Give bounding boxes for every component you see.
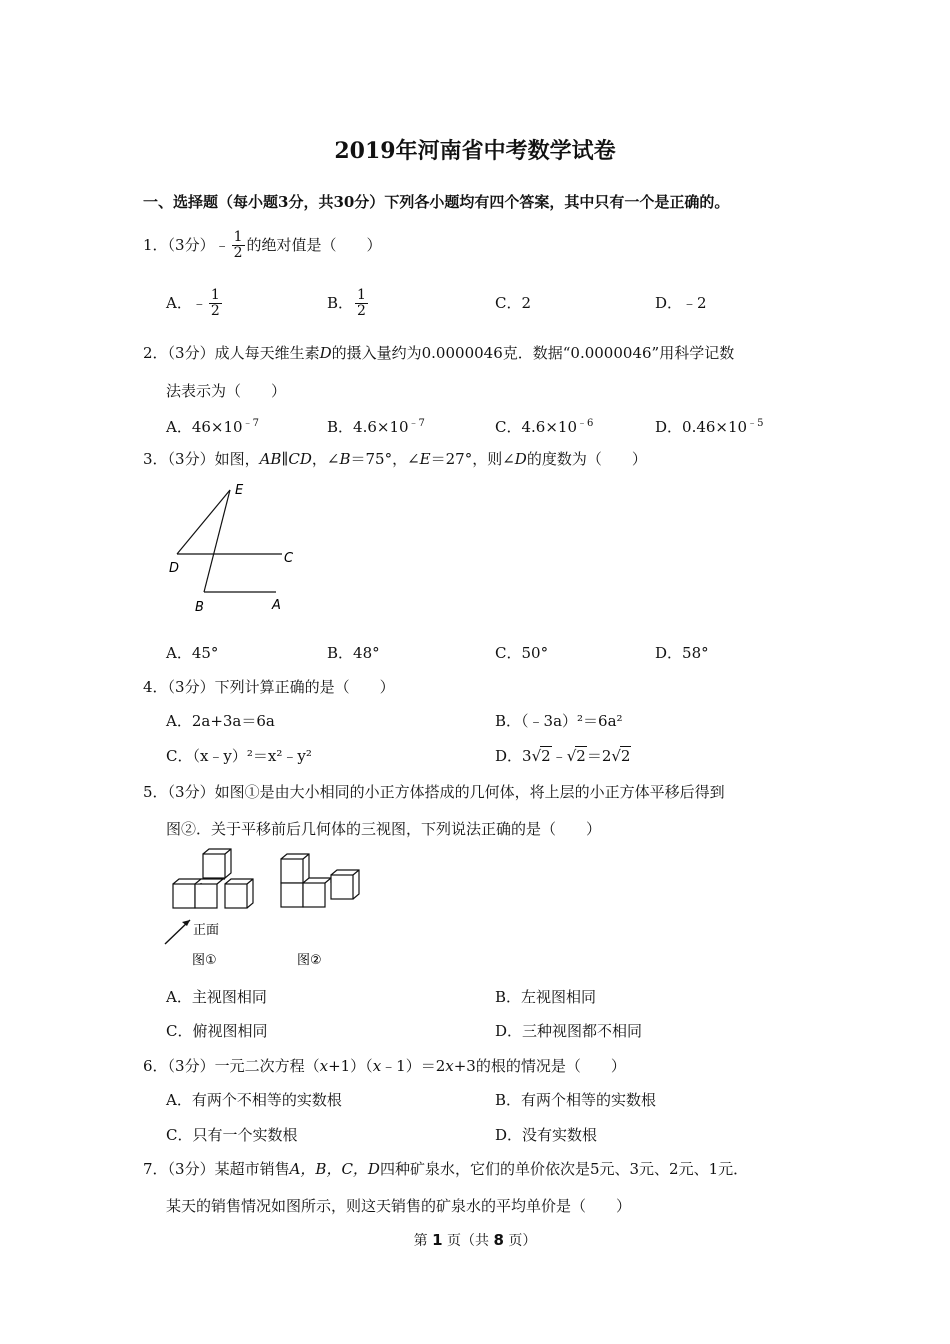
q-stem: 的绝对值是（ ） xyxy=(246,235,382,254)
q5-option-b: B．左视图相同 xyxy=(495,988,597,1006)
q1-option-c: C．2 xyxy=(495,294,532,312)
fig1-label: 图① xyxy=(192,953,217,968)
question-4: 4．（3分）下列计算正确的是（ ） xyxy=(143,678,395,696)
question-3: 3．（3分）如图，AB∥CD，∠B＝75°，∠E＝27°，则∠D的度数为（ ） xyxy=(143,450,647,468)
q2-option-c: C．$4.6\times 10^{﹣6}$ xyxy=(495,418,594,436)
minus-sign: ﹣ xyxy=(214,235,230,254)
q4-option-d: D．3√2﹣√2＝2√2 xyxy=(495,747,631,765)
label-e: E xyxy=(235,483,244,498)
q2-option-b: B．$4.6\times 10^{﹣7}$ xyxy=(327,418,425,436)
q5-stem-line2: 图②．关于平移前后几何体的三视图，下列说法正确的是（ ） xyxy=(166,820,602,838)
q5-option-d: D．三种视图都不相同 xyxy=(495,1022,643,1040)
q7-stem-line2: 某天的销售情况如图所示，则这天销售的矿泉水的平均单价是（ ） xyxy=(166,1197,632,1215)
q3-option-c: C．50° xyxy=(495,644,549,662)
label-a: A xyxy=(272,598,281,613)
q2-option-a: A．$46\times 10^{﹣7}$ xyxy=(166,418,259,436)
q3-option-a: A．45° xyxy=(166,644,219,662)
q6-option-d: D．没有实数根 xyxy=(495,1126,598,1144)
q5-option-a: A．主视图相同 xyxy=(166,988,267,1006)
question-1 xyxy=(143,230,382,262)
q1-option-d: D．﹣2 xyxy=(655,294,707,312)
q5-figures xyxy=(160,848,380,973)
question-7: 7．（3分）某超市销售A，B，C，D四种矿泉水，它们的单价依次是5元、3元、2元、1元． xyxy=(143,1160,749,1178)
q4-option-a: A．2a+3a＝6a xyxy=(166,712,275,730)
q-number: 1． xyxy=(143,235,168,254)
page-footer: 第 1 页（共 8 页） xyxy=(413,1231,537,1249)
q4-option-c: C．（x﹣y）²＝x²﹣y² xyxy=(166,747,312,765)
q2-option-d: D．$0.46\times 10^{﹣5}$ xyxy=(655,418,764,436)
q6-option-a: A．有两个不相等的实数根 xyxy=(166,1091,342,1109)
fig2-label: 图② xyxy=(297,953,322,968)
label-b: B xyxy=(195,600,204,615)
q2-stem-line2: 法表示为（ ） xyxy=(166,382,287,400)
front-label: 正面 xyxy=(193,923,220,938)
q5-option-c: C．俯视图相同 xyxy=(166,1022,268,1040)
fraction: $\frac{1}{2}$ xyxy=(233,229,243,262)
section-heading: 一、选择题（每小题3分，共30分）下列各小题均有四个答案，其中只有一个是正确的。 xyxy=(143,193,730,211)
q-score: （3分） xyxy=(167,235,215,254)
label-c: C xyxy=(284,551,294,566)
q3-figure xyxy=(160,478,310,618)
q4-option-b: B．（﹣3a）²＝6a² xyxy=(495,712,623,730)
question-6: 6．（3分）一元二次方程（x+1）（x﹣1）＝2x+3的根的情况是（ ） xyxy=(143,1057,626,1075)
question-2: 2．（3分）成人每天维生素D的摄入量约为0.0000046克．数据“0.0000046”用科学记数 xyxy=(143,344,735,362)
q6-option-b: B．有两个相等的实数根 xyxy=(495,1091,657,1109)
question-5: 5．（3分）如图①是由大小相同的小正方体搭成的几何体，将上层的小正方体平移后得到 xyxy=(143,783,725,801)
q1-option-a: A．﹣ $\frac{1}{2}$ xyxy=(166,287,220,320)
q1-option-b: B． $\frac{1}{2}$ xyxy=(327,287,366,320)
page-title: 2019年河南省中考数学试卷 xyxy=(334,138,616,164)
q3-option-b: B．48° xyxy=(327,644,380,662)
q6-option-c: C．只有一个实数根 xyxy=(166,1126,298,1144)
q3-option-d: D．58° xyxy=(655,644,709,662)
label-d: D xyxy=(169,561,180,576)
